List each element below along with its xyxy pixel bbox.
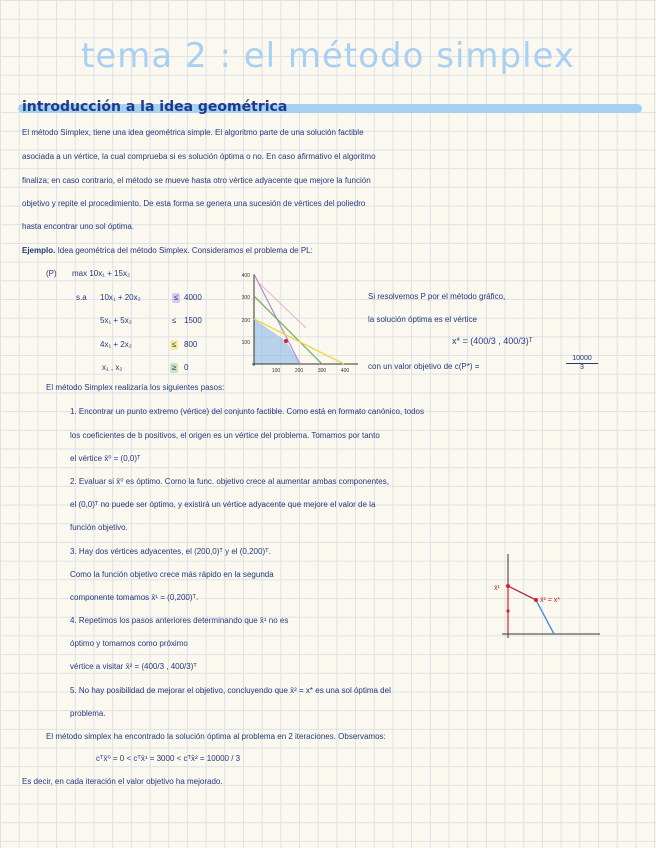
constraint-2-sign: ≤ — [172, 316, 177, 325]
optimal-vertex-text: la solución óptima es el vértice — [368, 315, 477, 324]
constraint-1-rhs: 4000 — [184, 293, 202, 302]
section-title: introducción a la idea geométrica — [22, 99, 288, 115]
vertex-x1-label: x̄¹ — [494, 585, 500, 592]
problem-name: (P) — [46, 269, 57, 278]
objective: max 10x₁ + 15x₂ — [72, 269, 131, 278]
step-line: problema. — [70, 709, 106, 718]
step-line: componente tomamos x̄¹ = (0,200)ᵀ. — [70, 593, 199, 602]
feasible-boundary — [508, 586, 554, 634]
constraint-4-lhs: x₁ , x₂ — [102, 363, 123, 372]
constraint-4-rhs: 0 — [184, 363, 189, 372]
steps-intro: El método Simplex realizaría los siguientes pasos: — [46, 383, 225, 392]
step-line: Como la función objetivo crece más rápido en la segunda — [70, 570, 274, 579]
step-line: función objetivo. — [70, 523, 128, 532]
constraint-4-sign: ≥ — [172, 363, 177, 372]
y-tick: 300 — [241, 295, 250, 301]
feasible-region — [254, 319, 300, 364]
step-line: 2. Evaluar si x̄⁰ es óptimo. Como la func. objetivo crece al aumentar ambas componentes, — [70, 477, 389, 486]
x-tick: 400 — [340, 368, 350, 374]
vertex-x1 — [506, 584, 510, 588]
fraction-denominator: 3 — [580, 364, 584, 371]
inequality-chain: cᵀx̄⁰ = 0 < cᵀx̄¹ = 3000 < cᵀx̄² = 10000 / 3 — [96, 754, 241, 763]
intro-line: objetivo y repite el procedimiento. De esta forma se genera una sucesión de vértices del poliedro — [22, 199, 366, 208]
y-tick: 400 — [241, 273, 250, 279]
step-line: 5. No hay posibilidad de mejorar el objetivo, concluyendo que x̄² = x* es una sol óptima del — [70, 686, 391, 695]
example-label: Ejemplo. — [22, 246, 56, 255]
step-line: 4. Repetimos los pasos anteriores determinando que x̄¹ no es — [70, 616, 289, 625]
step-line: el vértice x̄⁰ = (0,0)ᵀ — [70, 454, 141, 463]
vertex-x2 — [534, 598, 538, 602]
objective-value-fraction — [566, 355, 598, 372]
feasible-region-graph — [232, 268, 362, 380]
objective-value-text: con un valor objetivo de c(P*) = — [368, 362, 480, 371]
constraint-1-sign: ≤ — [174, 293, 179, 302]
page-title: tema 2 : el método simplex — [81, 36, 575, 76]
constraint-1-lhs: 10x₁ + 20x₂ — [100, 293, 141, 302]
example-line — [22, 246, 313, 256]
simplex-path-graph — [488, 550, 604, 642]
x-tick: 200 — [294, 368, 304, 374]
xstar-formula: x* = (400/3 , 400/3)ᵀ — [452, 336, 533, 346]
conclusion: El método simplex ha encontrado la solución óptima al problema en 2 iteraciones. Observamos: — [46, 732, 386, 741]
objective-line — [258, 282, 306, 328]
x-tick: 300 — [317, 368, 327, 374]
final-remark: Es decir, en cada iteración el valor objetivo ha mejorado. — [22, 777, 223, 786]
graphic-method-text: Si resolvemos P por el método gráfico, — [368, 292, 506, 301]
constraint-2-rhs: 1500 — [184, 316, 202, 325]
intro-line: hasta encontrar uno sol óptima. — [22, 222, 135, 231]
intro-line: asociada a un vértice, la cual comprueba si es solución óptima o no. En caso afirmativo el algoritmo — [22, 152, 376, 161]
constraint-3-lhs: 4x₁ + 2x₂ — [100, 340, 132, 349]
intro-line: finaliza; en caso contrario, el método se mueve hasta otro vértice adyacente que mejore la función — [22, 176, 371, 185]
step-line: 1. Encontrar un punto extremo (vértice) del conjunto factible. Como está en formato canónico, todos — [70, 407, 424, 416]
constraint-2-lhs: 5x₁ + 5x₂ — [100, 316, 132, 325]
st-label: s.a — [76, 293, 87, 302]
x-tick: 100 — [271, 368, 281, 374]
intro-line: El método Simplex, tiene una idea geométrica simple. El algoritmo parte de una solución factible — [22, 128, 364, 137]
optimal-vertex — [284, 339, 288, 343]
y-tick: 100 — [241, 340, 250, 346]
constraint-3-rhs: 800 — [184, 340, 198, 349]
step-line: vértice a visitar x̄² = (400/3 , 400/3)ᵀ — [70, 662, 197, 671]
example-text: Idea geométrica del método Simplex. Consideramos el problema de PL: — [57, 246, 313, 255]
fraction-numerator: 10000 — [566, 355, 598, 364]
path-point — [506, 609, 509, 612]
y-tick: 200 — [241, 318, 250, 324]
step-line: óptimo y tomamos como próximo — [70, 639, 188, 648]
step-line: los coeficientes de b positivos, el origen es un vértice del problema. Tomamos por tanto — [70, 431, 380, 440]
constraint-3-sign: ≤ — [172, 340, 177, 349]
vertex-x2-label: x̄² = x* — [540, 597, 561, 604]
step-line: 3. Hay dos vértices adyacentes, el (200,0)ᵀ y el (0,200)ᵀ. — [70, 547, 271, 556]
step-line: el (0,0)ᵀ no puede ser óptimo, y existirá un vértice adyacente que mejore el valor de la — [70, 500, 376, 509]
path-step-2 — [508, 586, 536, 600]
